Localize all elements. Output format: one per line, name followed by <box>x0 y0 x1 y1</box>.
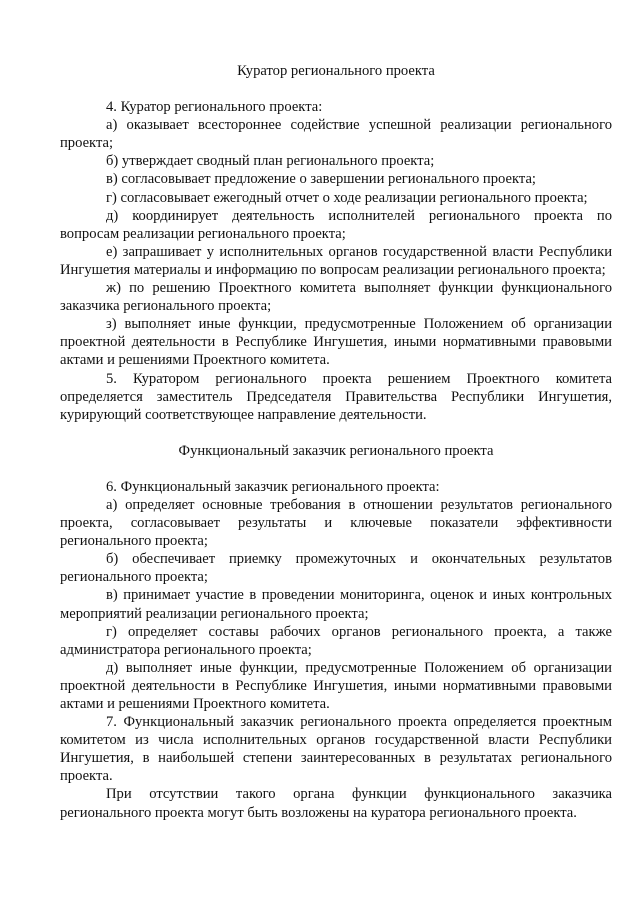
paragraph-item-4g: г) согласовывает ежегодный отчет о ходе реализации регионального проекта; <box>106 189 588 206</box>
paragraph-item-5: 5. Куратором регионального проекта решением Проектного комитета определяется заместитель Председателя Правительства Республики Ингушетия, курирующий соответствующее направление деятельности. <box>60 370 612 423</box>
paragraph-item-6a: а) определяет основные требования в отношении результатов регионального проекта, согласовывает результаты и ключевые показатели эффективности регионального проекта; <box>60 496 612 550</box>
paragraph-item-7: 7. Функциональный заказчик регионального проекта определяется проектным комитетом из числа исполнительных органов государственной власти Республики Ингушетия, в наибольшей степени заинтересованных в результатах регионального проекта. <box>60 714 612 785</box>
paragraph-item-4zh: ж) по решению Проектного комитета выполняет функции функционального заказчика регионального проекта; <box>60 280 612 315</box>
paragraph-item-4b: б) утверждает сводный план регионального проекта; <box>106 153 435 170</box>
paragraph-item-4e: е) запрашивает у исполнительных органов государственной власти Республики Ингушетия материалы и информацию по вопросам реализации регионального проекта; <box>60 243 612 278</box>
paragraph-item-6: 6. Функциональный заказчик регионального проекта: <box>106 478 440 495</box>
section-heading-functional-customer: Функциональный заказчик регионального проекта <box>178 442 494 459</box>
paragraph-item-6g: г) определяет составы рабочих органов регионального проекта, а также администратора регионального проекта; <box>60 623 612 658</box>
paragraph-item-6d: д) выполняет иные функции, предусмотренные Положением об организации проектной деятельности в Республике Ингушетия, иными нормативными правовыми актами и решениями Проектного комитета. <box>60 659 612 712</box>
paragraph-item-6v: в) принимает участие в проведении мониторинга, оценок и иных контрольных мероприятий реализации регионального проекта; <box>60 587 612 622</box>
section-heading-curator: Куратор регионального проекта <box>237 63 435 79</box>
document-body <box>60 62 612 822</box>
paragraph-item-6b: б) обеспечивает приемку промежуточных и окончательных результатов регионального проекта; <box>60 551 612 586</box>
paragraph-item-4v: в) согласовывает предложение о завершении регионального проекта; <box>106 171 536 188</box>
paragraph-item-4: 4. Куратор регионального проекта: <box>106 99 323 116</box>
paragraph-item-4d: д) координирует деятельность исполнителей регионального проекта по вопросам реализации регионального проекта; <box>60 207 612 242</box>
paragraph-item-7-note: При отсутствии такого органа функции функционального заказчика регионального проекта могут быть возложены на куратора регионального проекта. <box>60 786 612 821</box>
paragraph-item-4a: а) оказывает всестороннее содействие успешной реализации регионального проекта; <box>60 117 612 152</box>
paragraph-item-4z: з) выполняет иные функции, предусмотренные Положением об организации проектной деятельности в Республике Ингушетия, иными нормативными правовыми актами и решениями Проектного комитета. <box>60 316 612 369</box>
